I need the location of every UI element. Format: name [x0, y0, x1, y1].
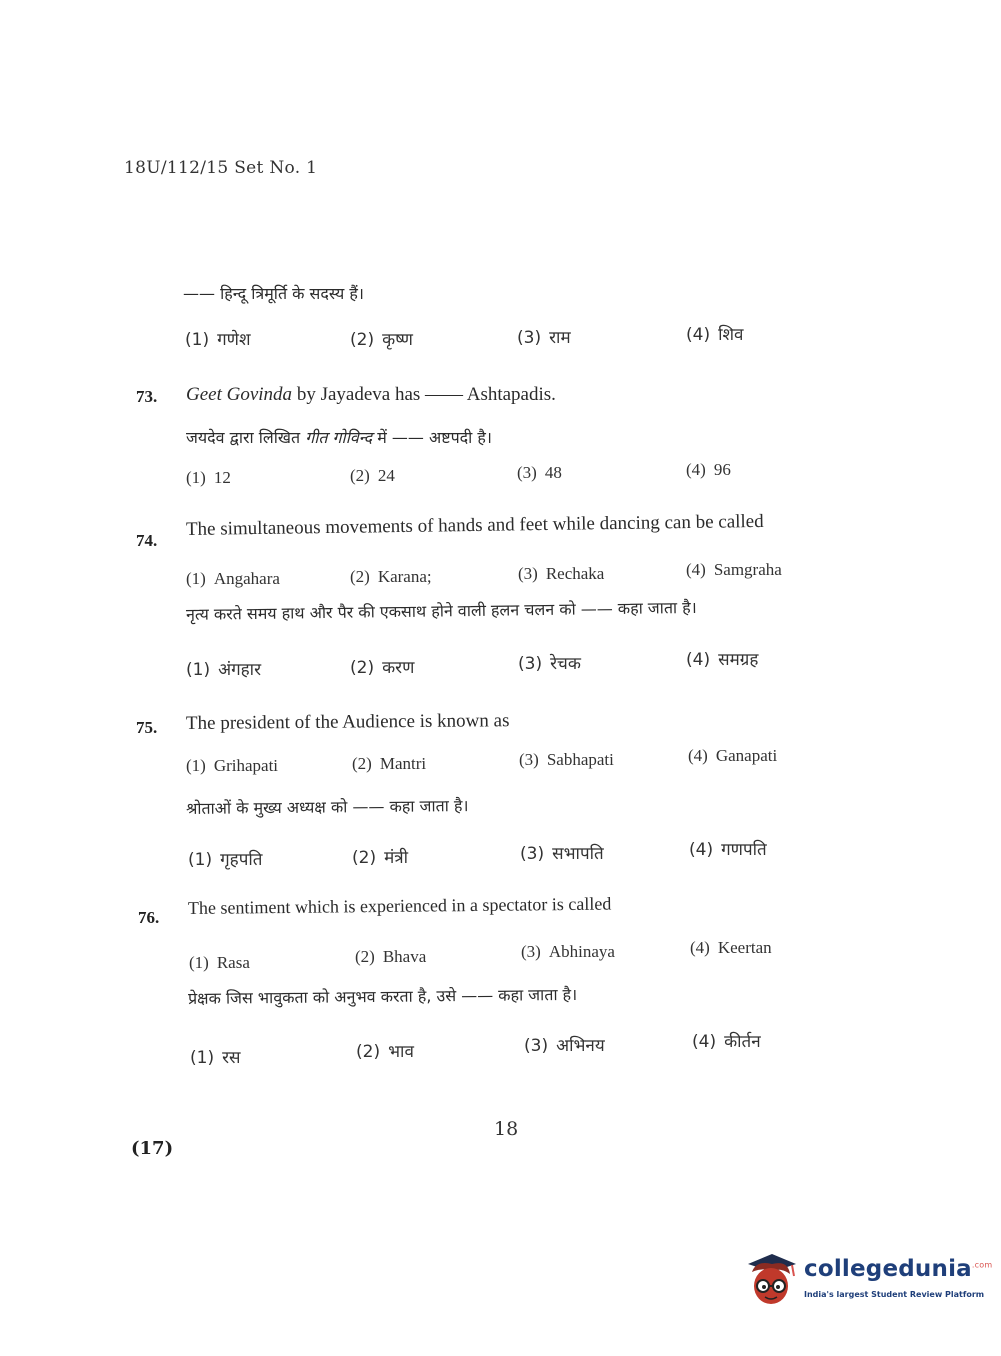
- q73-english: Geet Govinda by Jayadeva has —— Ashtapadis.: [186, 384, 556, 405]
- q76-option-1: (1) Rasa: [189, 953, 250, 972]
- q74-hindi-option-4: (4) समग्रह: [686, 650, 759, 670]
- q74-hindi-option-3: (3) रेचक: [518, 654, 581, 674]
- page-number: 18: [494, 1118, 519, 1140]
- q74-number: 74.: [136, 531, 158, 550]
- q74-option-3: (3) Rechaka: [518, 564, 605, 583]
- q76-option-3: (3) Abhinaya: [521, 942, 615, 961]
- set-header: 18U/112/15 Set No. 1: [124, 158, 318, 178]
- q76-hindi-option-3: (3) अभिनय: [524, 1036, 605, 1056]
- q75-hindi-option-1: (1) गृहपति: [188, 850, 263, 870]
- logo-wordmark: collegedunia$^{.com}$: [804, 1256, 993, 1282]
- q74-hindi-option-1: (1) अंगहार: [186, 660, 262, 680]
- q75-hindi-option-4: (4) गणपति: [689, 840, 767, 860]
- q75-hindi-option-3: (3) सभापति: [520, 844, 604, 864]
- q76-hindi-option-1: (1) रस: [190, 1048, 241, 1068]
- q72-option-2: (2) कृष्ण: [350, 330, 413, 350]
- logo-tagline: India's largest Student Review Platform: [804, 1290, 985, 1299]
- q75-hindi: श्रोताओं के मुख्य अध्यक्ष को —— कहा जाता है।: [185, 796, 469, 818]
- q75-option-2: (2) Mantri: [352, 754, 427, 773]
- q76-number: 76.: [138, 908, 160, 927]
- q73-hindi: जयदेव द्वारा लिखित गीत गोविन्द में —— अष्टपदी है।: [186, 428, 492, 447]
- q76-english: The sentiment which is experienced in a spectator is called: [187, 893, 612, 918]
- q73-option-1: (1) 12: [186, 468, 231, 487]
- q73-number: 73.: [136, 387, 158, 406]
- q74-english: The simultaneous movements of hands and feet while dancing can be called: [185, 510, 764, 540]
- q76-hindi-option-4: (4) कीर्तन: [692, 1032, 761, 1052]
- q73-option-2: (2) 24: [350, 466, 395, 485]
- q75-number: 75.: [136, 718, 158, 737]
- collegedunia-logo: [742, 1250, 993, 1310]
- mascot-icon: [742, 1250, 800, 1308]
- q75-option-4: (4) Ganapati: [688, 746, 778, 765]
- q76-option-2: (2) Bhava: [355, 947, 427, 966]
- q76-hindi: प्रेक्षक जिस भावुकता को अनुभव करता है, उसे —— कहा जाता है।: [187, 984, 578, 1008]
- q74-hindi: नृत्य करते समय हाथ और पैर की एकसाथ होने वाली हलन चलन को —— कहा जाता है।: [185, 597, 697, 624]
- page-code: (17): [131, 1138, 174, 1159]
- q74-option-1: (1) Angahara: [186, 569, 280, 588]
- q75-option-1: (1) Grihapati: [186, 756, 279, 775]
- q76-hindi-option-2: (2) भाव: [356, 1042, 414, 1062]
- q74-option-2: (2) Karana;: [350, 567, 432, 586]
- q72-hindi: —— हिन्दू त्रिमूर्ति के सदस्य हैं।: [183, 284, 364, 303]
- q74-hindi-option-2: (2) करण: [350, 658, 415, 678]
- q73-option-3: (3) 48: [517, 463, 562, 482]
- q75-hindi-option-2: (2) मंत्री: [352, 848, 409, 868]
- q72-option-4: (4) शिव: [686, 325, 744, 345]
- q75-english: The president of the Audience is known as: [185, 710, 510, 734]
- q72-option-1: (1) गणेश: [185, 330, 251, 350]
- q75-option-3: (3) Sabhapati: [519, 750, 614, 769]
- q76-option-4: (4) Keertan: [690, 938, 772, 957]
- q73-option-4: (4) 96: [686, 460, 731, 479]
- q72-option-3: (3) राम: [517, 328, 571, 348]
- q74-option-4: (4) Samgraha: [686, 560, 782, 579]
